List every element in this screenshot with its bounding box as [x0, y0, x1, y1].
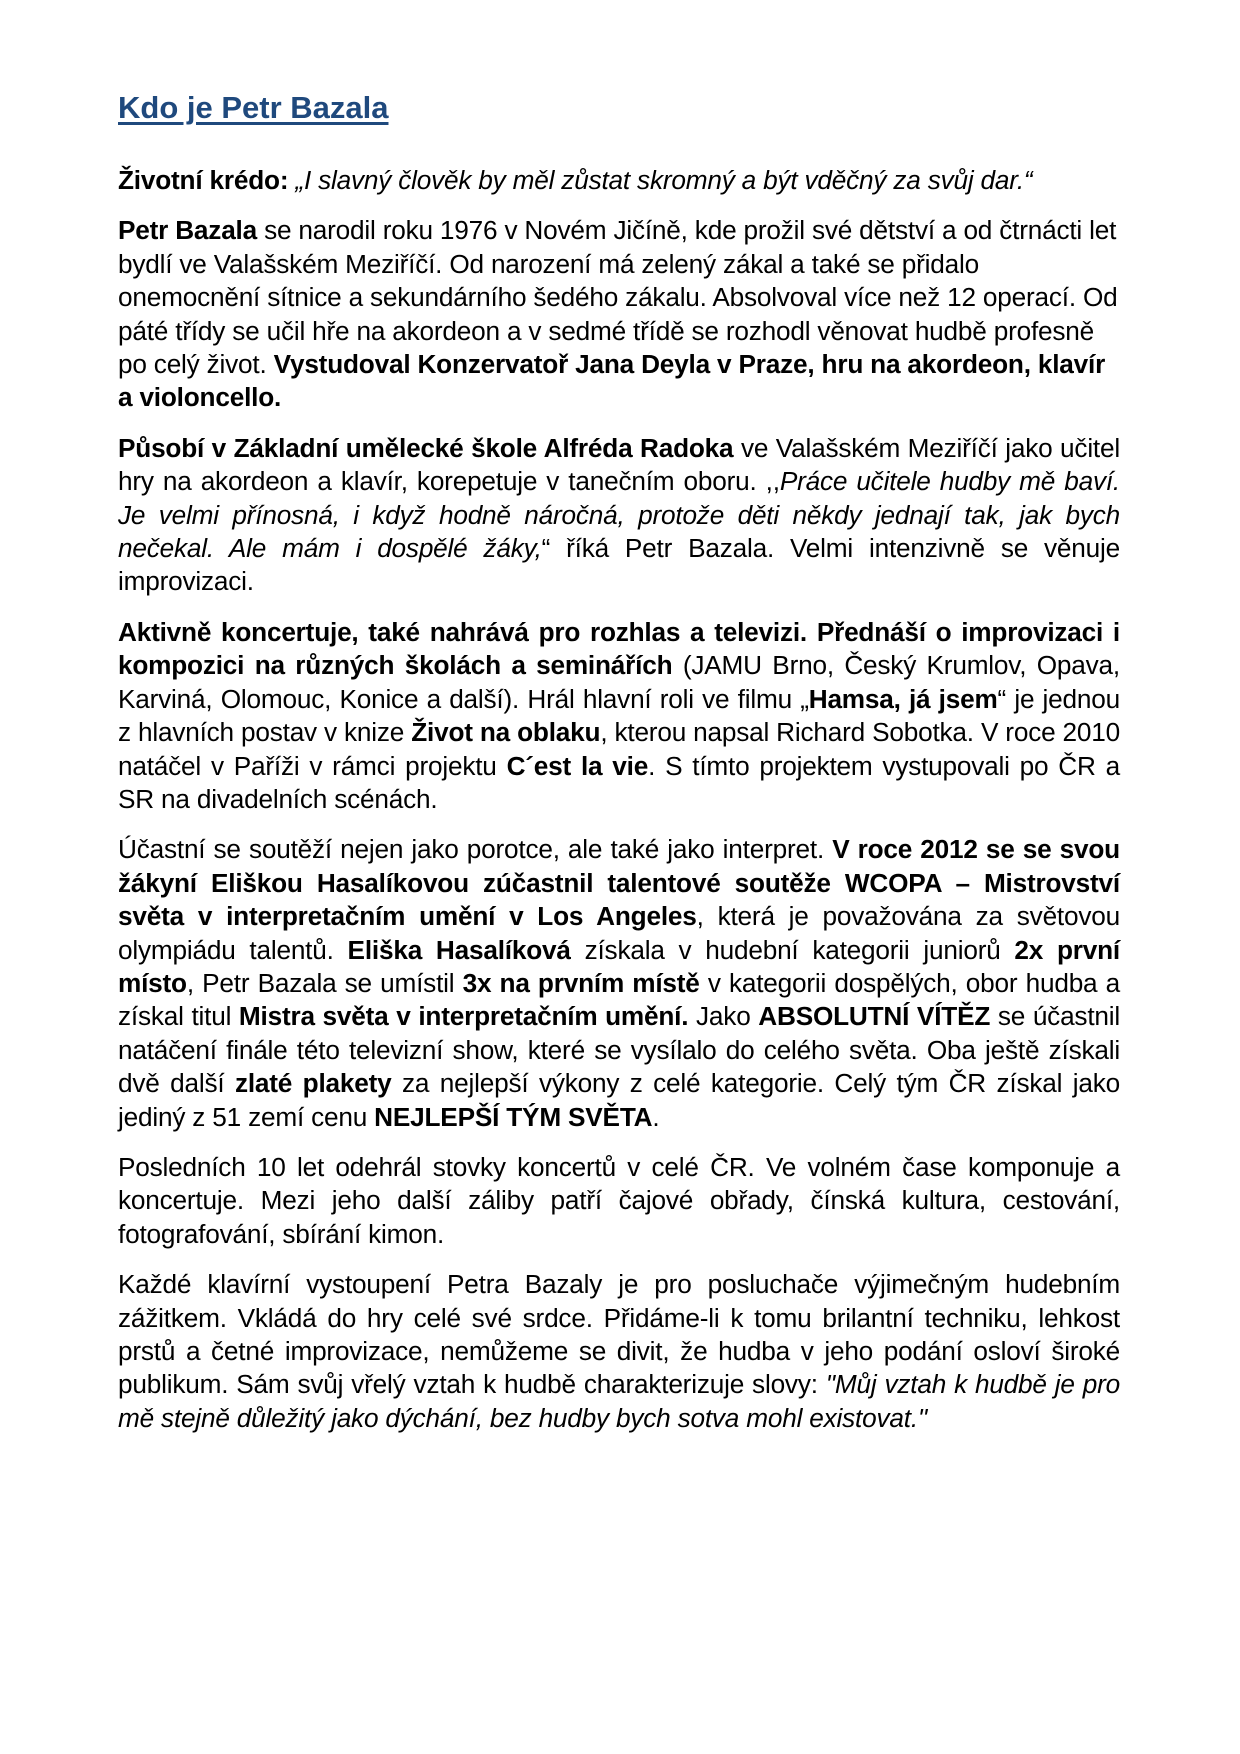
italic-text: "Můj vztah k hudbě je pro mě stejně důležitý jako dýchání, bez hudby bych sotva mohl existovat." — [118, 1369, 1120, 1433]
paragraph-hobbies — [118, 1151, 1120, 1251]
paragraph-biography — [118, 214, 1120, 414]
text-run: Účastní se soutěží nejen jako porotce, ale také jako interpret. — [118, 834, 833, 865]
bold-text: ABSOLUTNÍ VÍTĚZ — [758, 1001, 991, 1032]
bold-text: Působí v Základní umělecké škole Alfréda Radoka — [118, 432, 734, 463]
italic-text: „I slavný člověk by měl zůstat skromný a být vděčný za svůj dar.“ — [295, 165, 1033, 195]
paragraph-motto — [118, 164, 1120, 197]
bold-text: 2x první místo — [118, 934, 1121, 998]
bold-text: Petr Bazala — [118, 215, 257, 246]
paragraph-teaching — [118, 432, 1120, 599]
paragraph-concerts — [118, 616, 1120, 816]
bold-text: V roce 2012 se se svou žákyní Eliškou Hasalíkovou zúčastnil talentové soutěže WCOPA – Mistrovství světa v interpretačním umění v Los Angeles — [118, 834, 1120, 932]
bold-text: Aktivně koncertuje, také nahrává pro rozhlas a televizi. Přednáší o improvizaci i kompozici na různých školách a seminářích — [118, 616, 1120, 681]
bold-text: NEJLEPŠÍ TÝM SVĚTA — [374, 1101, 653, 1132]
text-run: se narodil roku 1976 v Novém Jičíně, kde prožil své dětství a od čtrnácti let bydlí ve Valašském Meziříčí. Od narození má zelený zákal a také se přidalo onemocnění sítnice a sekundárního šedého zákalu. Absolvoval více než 12 operací. Od páté třídy se učil hře na akordeon a v sedmé třídě se rozhodl věnovat hudbě profesně po celý život. — [118, 215, 1118, 380]
text-run: , která je považována za světovou olympiádu talentů. — [118, 901, 1120, 965]
bold-text: zlaté plakety — [234, 1068, 392, 1099]
document-page — [118, 88, 1120, 1452]
text-run: , kterou napsal Richard Sobotka. V roce 2010 natáčel v Paříži v rámci projektu — [118, 717, 1120, 781]
text-run: získala v hudební kategorii juniorů — [570, 934, 1015, 965]
bold-text: Hamsa, já jsem — [808, 683, 998, 714]
bold-text: Mistra světa v interpretačním umění. — [238, 1001, 689, 1032]
text-run: ve Valašském Meziříčí jako učitel hry na akordeon a klavír, korepetuje v tanečním oboru. ,, — [118, 432, 1120, 497]
text-run: se účastnil natáčení finále této televizní show, které se vysílalo do celého světa. Oba ještě získali dvě další — [118, 1001, 1121, 1099]
text-run: za nejlepší výkony z celé kategorie. Celý tým ČR získal jako jediný z 51 zemí cenu — [118, 1068, 1120, 1132]
text-run: Jako — [688, 1001, 759, 1032]
text-run: “ říká Petr Bazala. Velmi intenzivně se věnuje improvizaci. — [118, 533, 1120, 597]
text-run: Každé klavírní vystoupení Petra Bazaly je pro posluchače výjimečným hudebním zážitkem. Vkládá do hry celé své srdce. Přidáme-li k tomu brilantní techniku, lehkost prstů a četné improvizace, nemůžeme se divit, že hudba v jeho podání osloví široké publikum. Sám svůj vřelý vztah k hudbě charakterizuje slovy: — [118, 1269, 1120, 1400]
text-run: v kategorii dospělých, obor hudba a získal titul — [118, 967, 1120, 1032]
bold-text: 3x na prvním místě — [462, 967, 700, 998]
bold-text: Životní krédo: — [118, 165, 296, 195]
text-run: “ je jednou z hlavních postav v knize — [118, 683, 1120, 748]
text-run: . — [652, 1101, 660, 1132]
italic-text: Práce učitele hudby mě baví. Je velmi přínosná, i když hodně náročná, protože děti někdy jednají tak, jak bych nečekal. Ale mám i dospělé žáky, — [118, 466, 1120, 564]
bold-text: Vystudoval Konzervatoř Jana Deyla v Praze, hru na akordeon, klavír a violoncello. — [118, 349, 1106, 413]
bold-text: C´est la vie — [506, 750, 649, 781]
bold-text: Eliška Hasalíková — [347, 934, 571, 965]
document-body — [118, 164, 1120, 1435]
text-run: , Petr Bazala se umístil — [186, 967, 463, 998]
text-run: (JAMU Brno, Český Krumlov, Opava, Karviná, Olomouc, Konice a další). Hrál hlavní roli ve filmu „ — [118, 650, 1120, 714]
paragraph-closing — [118, 1268, 1120, 1435]
page-title: Kdo je Petr Bazala — [118, 90, 389, 125]
paragraph-competitions — [118, 833, 1120, 1134]
text-run: . S tímto projektem vystupovali po ČR a SR na divadelních scénách. — [118, 750, 1120, 814]
text-run: Posledních 10 let odehrál stovky koncertů v celé ČR. Ve volném čase komponuje a koncertuje. Mezi jeho další záliby patří čajové obřady, čínská kultura, cestování, fotografování, sbírání kimon. — [118, 1151, 1120, 1249]
bold-text: Život na oblaku — [411, 717, 601, 748]
